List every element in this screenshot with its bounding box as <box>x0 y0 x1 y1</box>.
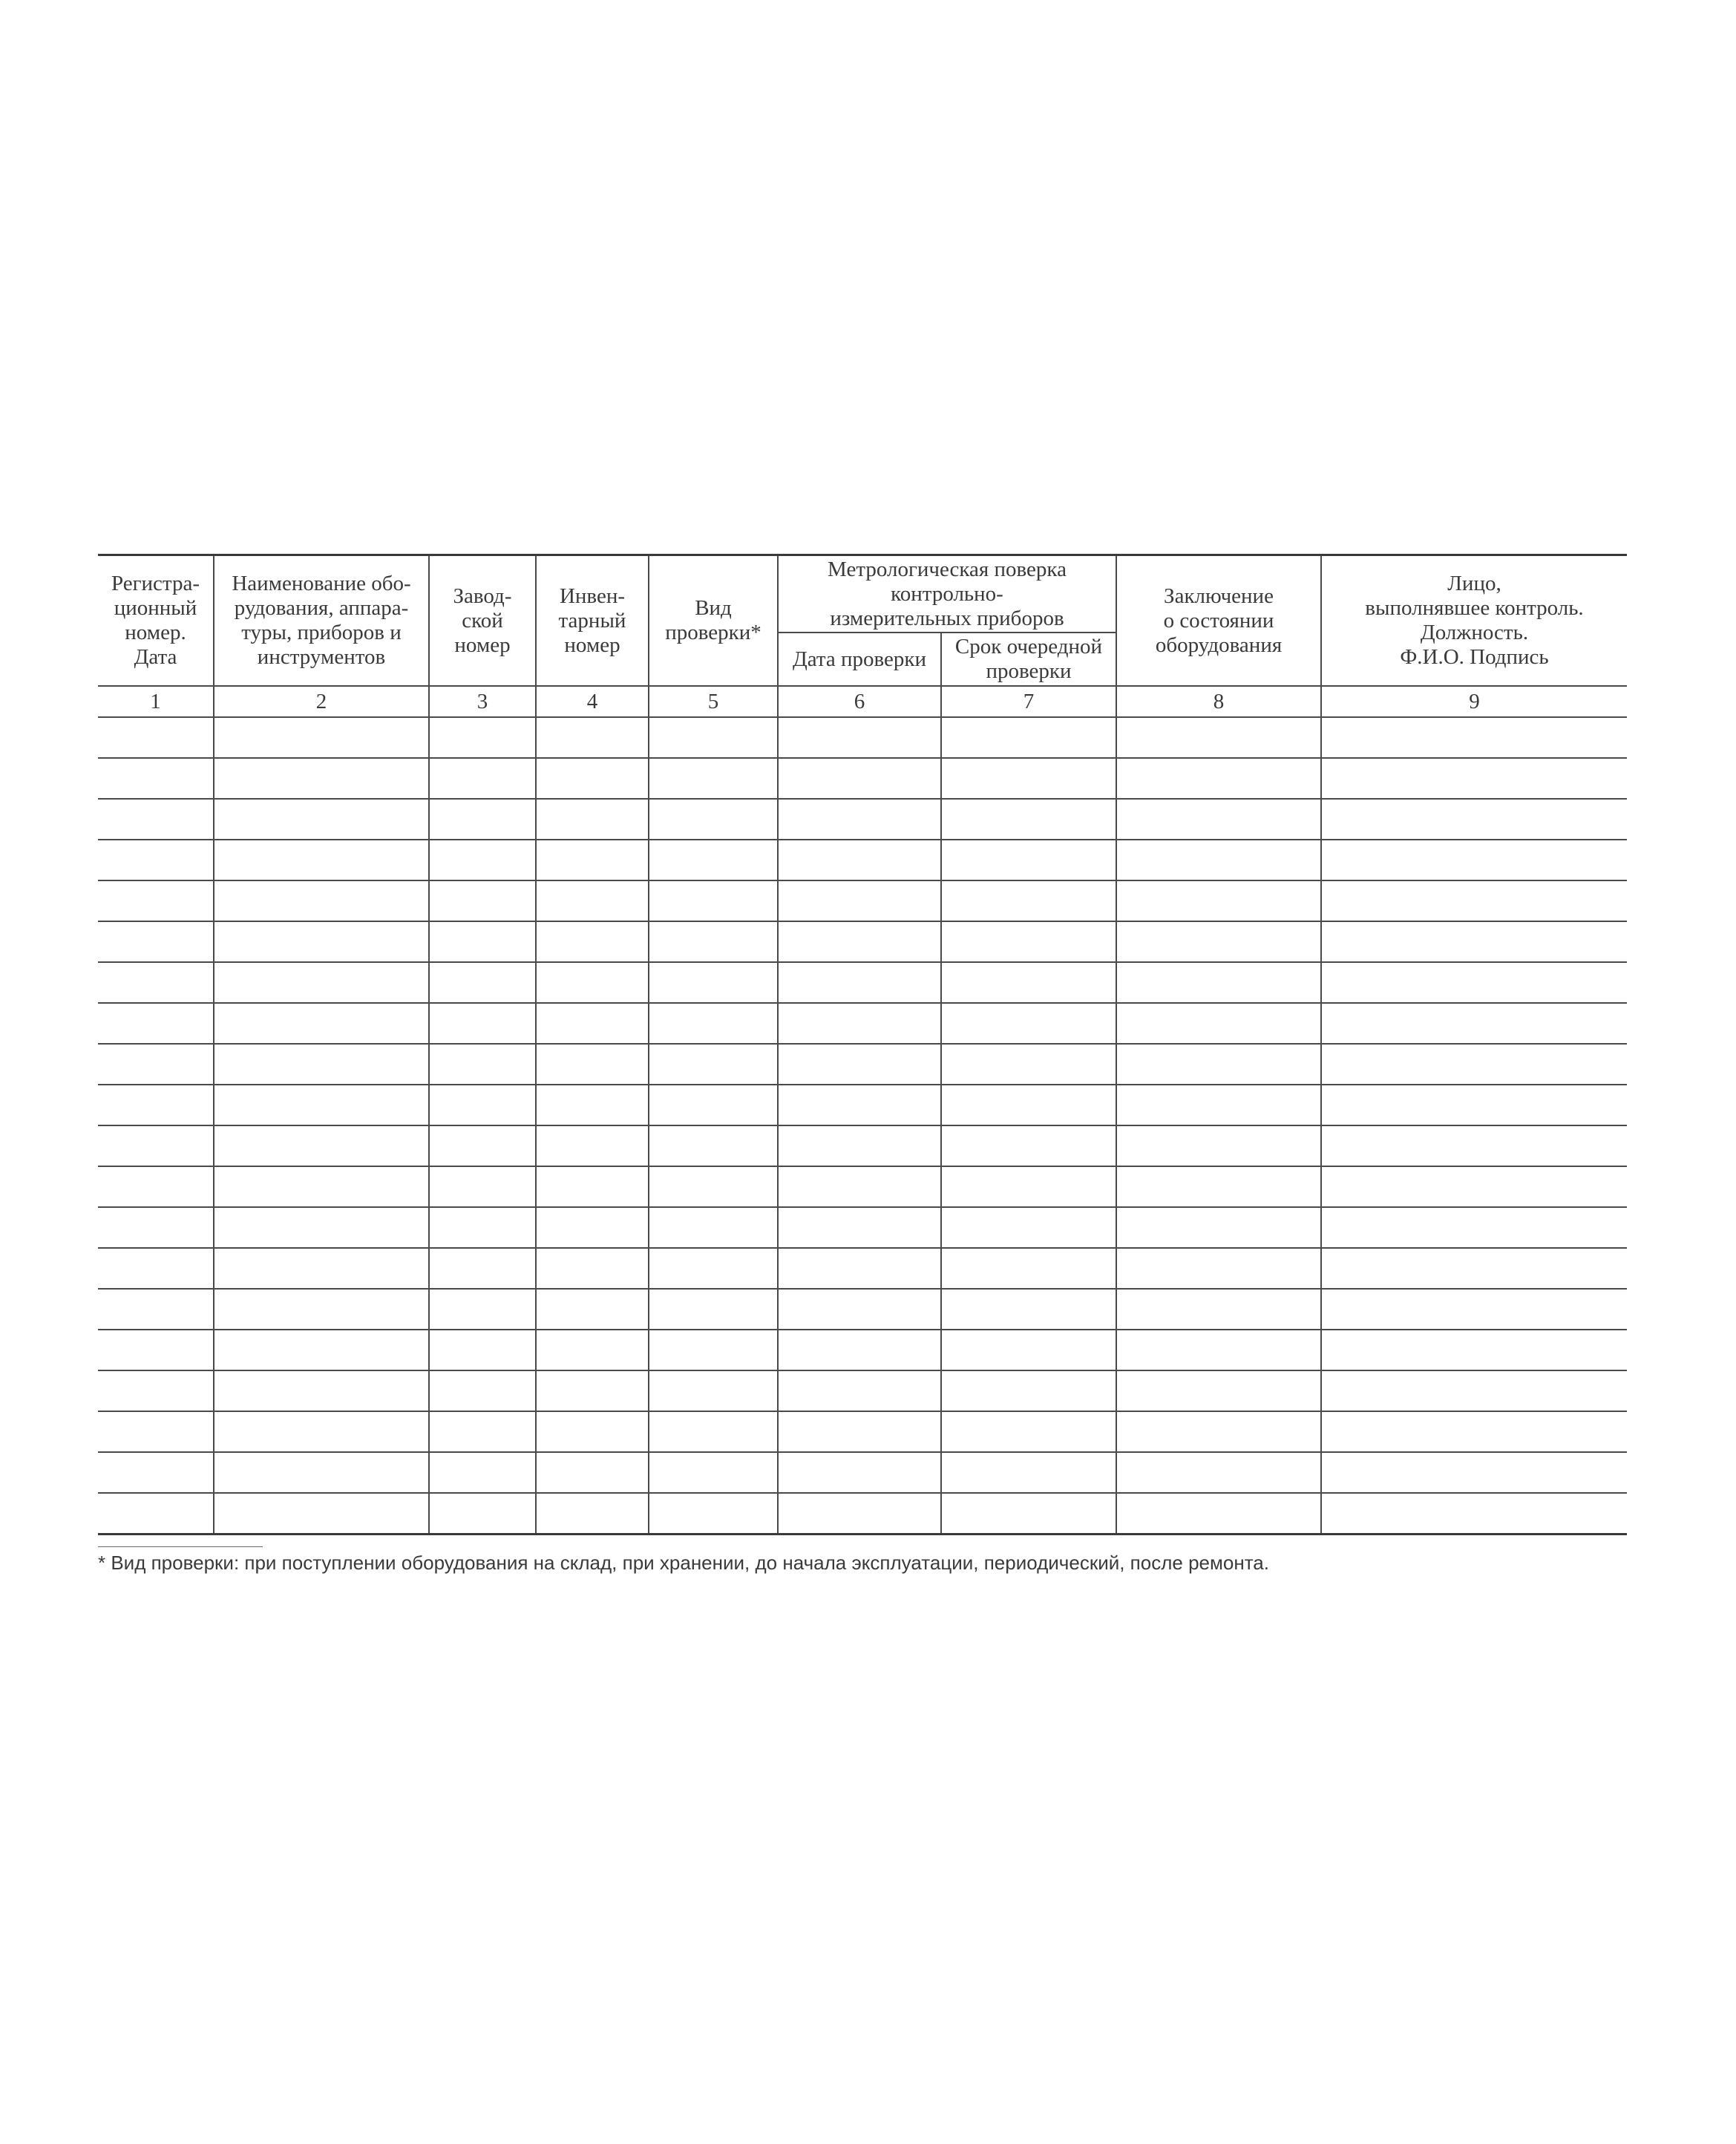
table-row <box>98 1370 1627 1411</box>
table-cell[interactable] <box>214 1044 429 1085</box>
header-row <box>98 555 1627 633</box>
table-cell[interactable] <box>1321 880 1627 921</box>
table-cell[interactable] <box>214 962 429 1003</box>
table-row <box>98 880 1627 921</box>
table-cell[interactable] <box>214 880 429 921</box>
table-cell[interactable] <box>941 799 1116 840</box>
table-cell[interactable] <box>649 1330 778 1370</box>
table-cell[interactable] <box>214 1248 429 1289</box>
table-cell[interactable] <box>1116 880 1321 921</box>
table-cell[interactable] <box>1321 1085 1627 1125</box>
table-cell[interactable] <box>214 1085 429 1125</box>
table-row <box>98 1493 1627 1535</box>
table-cell[interactable] <box>649 1085 778 1125</box>
column-number: 9 <box>1321 686 1627 717</box>
table-cell[interactable] <box>98 1330 214 1370</box>
table-cell[interactable] <box>536 962 649 1003</box>
table-row <box>98 1452 1627 1493</box>
table-cell[interactable] <box>98 962 214 1003</box>
table-cell[interactable] <box>941 1330 1116 1370</box>
table-cell[interactable] <box>941 1207 1116 1248</box>
table-row <box>98 921 1627 962</box>
table-cell[interactable] <box>1321 1452 1627 1493</box>
table-cell[interactable] <box>1321 1248 1627 1289</box>
table-cell[interactable] <box>649 1411 778 1452</box>
table-cell[interactable] <box>778 1493 941 1535</box>
table-cell[interactable] <box>98 1085 214 1125</box>
table-cell[interactable] <box>536 880 649 921</box>
table-cell[interactable] <box>214 1207 429 1248</box>
table-row <box>98 1125 1627 1166</box>
table-cell[interactable] <box>649 962 778 1003</box>
table-cell[interactable] <box>98 1003 214 1044</box>
table-row <box>98 1289 1627 1330</box>
table-cell[interactable] <box>941 758 1116 799</box>
table-row <box>98 962 1627 1003</box>
table-cell[interactable] <box>429 1085 536 1125</box>
table-cell[interactable] <box>1116 840 1321 880</box>
header-equipment-name: Наименование обо- рудования, аппара- туры, приборов и инструментов <box>214 555 429 687</box>
table-cell[interactable] <box>649 799 778 840</box>
table-cell[interactable] <box>778 1207 941 1248</box>
table-cell[interactable] <box>649 1289 778 1330</box>
table-cell[interactable] <box>649 1370 778 1411</box>
table-cell[interactable] <box>649 1207 778 1248</box>
table-cell[interactable] <box>429 1248 536 1289</box>
table-cell[interactable] <box>98 717 214 758</box>
table-cell[interactable] <box>1321 840 1627 880</box>
table-cell[interactable] <box>214 1411 429 1452</box>
table-cell[interactable] <box>941 1452 1116 1493</box>
table-cell[interactable] <box>1321 717 1627 758</box>
table-cell[interactable] <box>778 1166 941 1207</box>
table-cell[interactable] <box>214 1289 429 1330</box>
table-cell[interactable] <box>429 1411 536 1452</box>
table-cell[interactable] <box>429 1370 536 1411</box>
table-row <box>98 717 1627 758</box>
table-cell[interactable] <box>941 921 1116 962</box>
table-cell[interactable] <box>214 717 429 758</box>
header-factory-number: Завод- ской номер <box>429 555 536 687</box>
table-cell[interactable] <box>778 1452 941 1493</box>
table-cell[interactable] <box>1116 1493 1321 1535</box>
table-row <box>98 1085 1627 1125</box>
table-cell[interactable] <box>1321 1207 1627 1248</box>
table-row <box>98 1044 1627 1085</box>
table-cell[interactable] <box>536 1289 649 1330</box>
table-cell[interactable] <box>429 1452 536 1493</box>
table-cell[interactable] <box>1116 1003 1321 1044</box>
table-cell[interactable] <box>98 1411 214 1452</box>
table-cell[interactable] <box>98 799 214 840</box>
table-row <box>98 1330 1627 1370</box>
table-cell[interactable] <box>1116 1085 1321 1125</box>
table-cell[interactable] <box>214 1370 429 1411</box>
table-cell[interactable] <box>1321 1411 1627 1452</box>
table-row <box>98 1003 1627 1044</box>
table-cell[interactable] <box>941 1003 1116 1044</box>
table-cell[interactable] <box>1116 799 1321 840</box>
table-cell[interactable] <box>98 1370 214 1411</box>
table-cell[interactable] <box>214 799 429 840</box>
table-cell[interactable] <box>429 1003 536 1044</box>
table-cell[interactable] <box>98 840 214 880</box>
table-cell[interactable] <box>1321 1493 1627 1535</box>
table-cell[interactable] <box>98 1493 214 1535</box>
table-cell[interactable] <box>1116 1370 1321 1411</box>
table-cell[interactable] <box>778 1085 941 1125</box>
table-row <box>98 1248 1627 1289</box>
table-cell[interactable] <box>1321 921 1627 962</box>
table-cell[interactable] <box>649 840 778 880</box>
table-cell[interactable] <box>429 1166 536 1207</box>
table-cell[interactable] <box>536 1248 649 1289</box>
table-cell[interactable] <box>1116 1411 1321 1452</box>
table-cell[interactable] <box>1321 799 1627 840</box>
table-cell[interactable] <box>429 1330 536 1370</box>
table-cell[interactable] <box>536 799 649 840</box>
table-cell[interactable] <box>429 880 536 921</box>
column-number: 7 <box>941 686 1116 717</box>
table-cell[interactable] <box>1321 962 1627 1003</box>
table-cell[interactable] <box>1116 758 1321 799</box>
table-cell[interactable] <box>1321 758 1627 799</box>
table-cell[interactable] <box>941 1370 1116 1411</box>
table-cell[interactable] <box>941 717 1116 758</box>
table-cell[interactable] <box>98 1166 214 1207</box>
table-cell[interactable] <box>429 717 536 758</box>
table-cell[interactable] <box>429 1289 536 1330</box>
table-cell[interactable] <box>1321 1289 1627 1330</box>
table-cell[interactable] <box>429 1493 536 1535</box>
column-number-row <box>98 686 1627 717</box>
table-cell[interactable] <box>941 1411 1116 1452</box>
header-reg-number: Регистра- ционный номер. Дата <box>98 555 214 687</box>
table-cell[interactable] <box>98 1125 214 1166</box>
footnote-divider <box>98 1546 263 1547</box>
table-cell[interactable] <box>536 717 649 758</box>
table-cell[interactable] <box>98 1248 214 1289</box>
header-conclusion: Заключение о состоянии оборудования <box>1116 555 1321 687</box>
table-cell[interactable] <box>941 1289 1116 1330</box>
table-cell[interactable] <box>1321 1166 1627 1207</box>
table-cell[interactable] <box>649 880 778 921</box>
table-cell[interactable] <box>98 1044 214 1085</box>
table-cell[interactable] <box>778 880 941 921</box>
table-cell[interactable] <box>214 1003 429 1044</box>
table-cell[interactable] <box>536 1085 649 1125</box>
table-cell[interactable] <box>1321 1370 1627 1411</box>
table-cell[interactable] <box>429 921 536 962</box>
table-cell[interactable] <box>649 758 778 799</box>
column-number: 5 <box>649 686 778 717</box>
table-cell[interactable] <box>1116 962 1321 1003</box>
table-cell[interactable] <box>649 717 778 758</box>
table-cell[interactable] <box>778 1411 941 1452</box>
table-cell[interactable] <box>429 840 536 880</box>
table-cell[interactable] <box>941 1044 1116 1085</box>
table-cell[interactable] <box>536 840 649 880</box>
table-row <box>98 1207 1627 1248</box>
table-cell[interactable] <box>649 1166 778 1207</box>
table-cell[interactable] <box>536 1044 649 1085</box>
header-next-check: Срок очередной проверки <box>941 633 1116 686</box>
table-cell[interactable] <box>1116 1125 1321 1166</box>
table-cell[interactable] <box>214 1330 429 1370</box>
table-cell[interactable] <box>778 1003 941 1044</box>
table-cell[interactable] <box>536 1207 649 1248</box>
table-cell[interactable] <box>778 1330 941 1370</box>
table-cell[interactable] <box>536 921 649 962</box>
table-cell[interactable] <box>778 758 941 799</box>
table-cell[interactable] <box>98 921 214 962</box>
table-cell[interactable] <box>214 1452 429 1493</box>
header-responsible-person: Лицо, выполнявшее контроль. Должность. Ф.И.О. Подпись <box>1321 555 1627 687</box>
table-cell[interactable] <box>214 1166 429 1207</box>
table-cell[interactable] <box>1116 1044 1321 1085</box>
table-row <box>98 1411 1627 1452</box>
table-cell[interactable] <box>1116 921 1321 962</box>
footnote-text: * Вид проверки: при поступлении оборудования на склад, при хранении, до начала эксплуатации, периодический, после ремонта. <box>98 1552 1269 1574</box>
table-cell[interactable] <box>649 1248 778 1289</box>
table-cell[interactable] <box>778 1044 941 1085</box>
table-cell[interactable] <box>941 840 1116 880</box>
column-number: 1 <box>98 686 214 717</box>
table-cell[interactable] <box>1116 1452 1321 1493</box>
table-cell[interactable] <box>1321 1125 1627 1166</box>
column-number: 4 <box>536 686 649 717</box>
column-number: 2 <box>214 686 429 717</box>
table-cell[interactable] <box>429 1044 536 1085</box>
table-cell[interactable] <box>214 758 429 799</box>
table-cell[interactable] <box>214 1125 429 1166</box>
column-number: 8 <box>1116 686 1321 717</box>
table-cell[interactable] <box>778 1125 941 1166</box>
table-cell[interactable] <box>778 799 941 840</box>
table-cell[interactable] <box>536 1370 649 1411</box>
table-cell[interactable] <box>536 1003 649 1044</box>
table-cell[interactable] <box>98 880 214 921</box>
table-cell[interactable] <box>429 1125 536 1166</box>
table-cell[interactable] <box>98 1289 214 1330</box>
table-row <box>98 758 1627 799</box>
table-cell[interactable] <box>1321 1003 1627 1044</box>
header-inventory-number: Инвен- тарный номер <box>536 555 649 687</box>
table-cell[interactable] <box>778 1370 941 1411</box>
table-cell[interactable] <box>536 1166 649 1207</box>
table-cell[interactable] <box>1321 1044 1627 1085</box>
table-cell[interactable] <box>649 1044 778 1085</box>
table-cell[interactable] <box>941 1493 1116 1535</box>
column-number: 3 <box>429 686 536 717</box>
table-cell[interactable] <box>1321 1330 1627 1370</box>
table-cell[interactable] <box>1116 1166 1321 1207</box>
table-cell[interactable] <box>536 1493 649 1535</box>
equipment-inspection-log-table <box>98 554 1627 1535</box>
table-cell[interactable] <box>214 921 429 962</box>
table-cell[interactable] <box>1116 1248 1321 1289</box>
table-cell[interactable] <box>98 1207 214 1248</box>
table-cell[interactable] <box>536 758 649 799</box>
table-cell[interactable] <box>941 1085 1116 1125</box>
table-cell[interactable] <box>536 1452 649 1493</box>
table-cell[interactable] <box>536 1411 649 1452</box>
table-cell[interactable] <box>941 962 1116 1003</box>
table-cell[interactable] <box>778 962 941 1003</box>
table-cell[interactable] <box>98 758 214 799</box>
table-cell[interactable] <box>98 1452 214 1493</box>
table-cell[interactable] <box>941 1125 1116 1166</box>
table-cell[interactable] <box>214 840 429 880</box>
header-check-date: Дата проверки <box>778 633 941 686</box>
table-row <box>98 840 1627 880</box>
table-cell[interactable] <box>778 1248 941 1289</box>
table-cell[interactable] <box>649 1452 778 1493</box>
table-cell[interactable] <box>1116 717 1321 758</box>
table-cell[interactable] <box>941 1248 1116 1289</box>
table-cell[interactable] <box>429 799 536 840</box>
table-cell[interactable] <box>1116 1330 1321 1370</box>
table-cell[interactable] <box>778 1289 941 1330</box>
column-number: 6 <box>778 686 941 717</box>
table-cell[interactable] <box>429 758 536 799</box>
table-cell[interactable] <box>778 840 941 880</box>
table-cell[interactable] <box>536 1330 649 1370</box>
table-cell[interactable] <box>649 1125 778 1166</box>
table-cell[interactable] <box>941 880 1116 921</box>
table-cell[interactable] <box>778 717 941 758</box>
table-row <box>98 1166 1627 1207</box>
table-cell[interactable] <box>536 1125 649 1166</box>
table-cell[interactable] <box>1116 1289 1321 1330</box>
table-cell[interactable] <box>214 1493 429 1535</box>
table-row <box>98 799 1627 840</box>
header-check-type: Вид проверки* <box>649 555 778 687</box>
table-cell[interactable] <box>649 1003 778 1044</box>
table-cell[interactable] <box>649 921 778 962</box>
table-cell[interactable] <box>429 962 536 1003</box>
table-cell[interactable] <box>941 1166 1116 1207</box>
table-cell[interactable] <box>1116 1207 1321 1248</box>
table-cell[interactable] <box>649 1493 778 1535</box>
table-cell[interactable] <box>429 1207 536 1248</box>
header-metrology-group: Метрологическая поверка контрольно- измерительных приборов <box>778 555 1116 633</box>
table-cell[interactable] <box>778 921 941 962</box>
